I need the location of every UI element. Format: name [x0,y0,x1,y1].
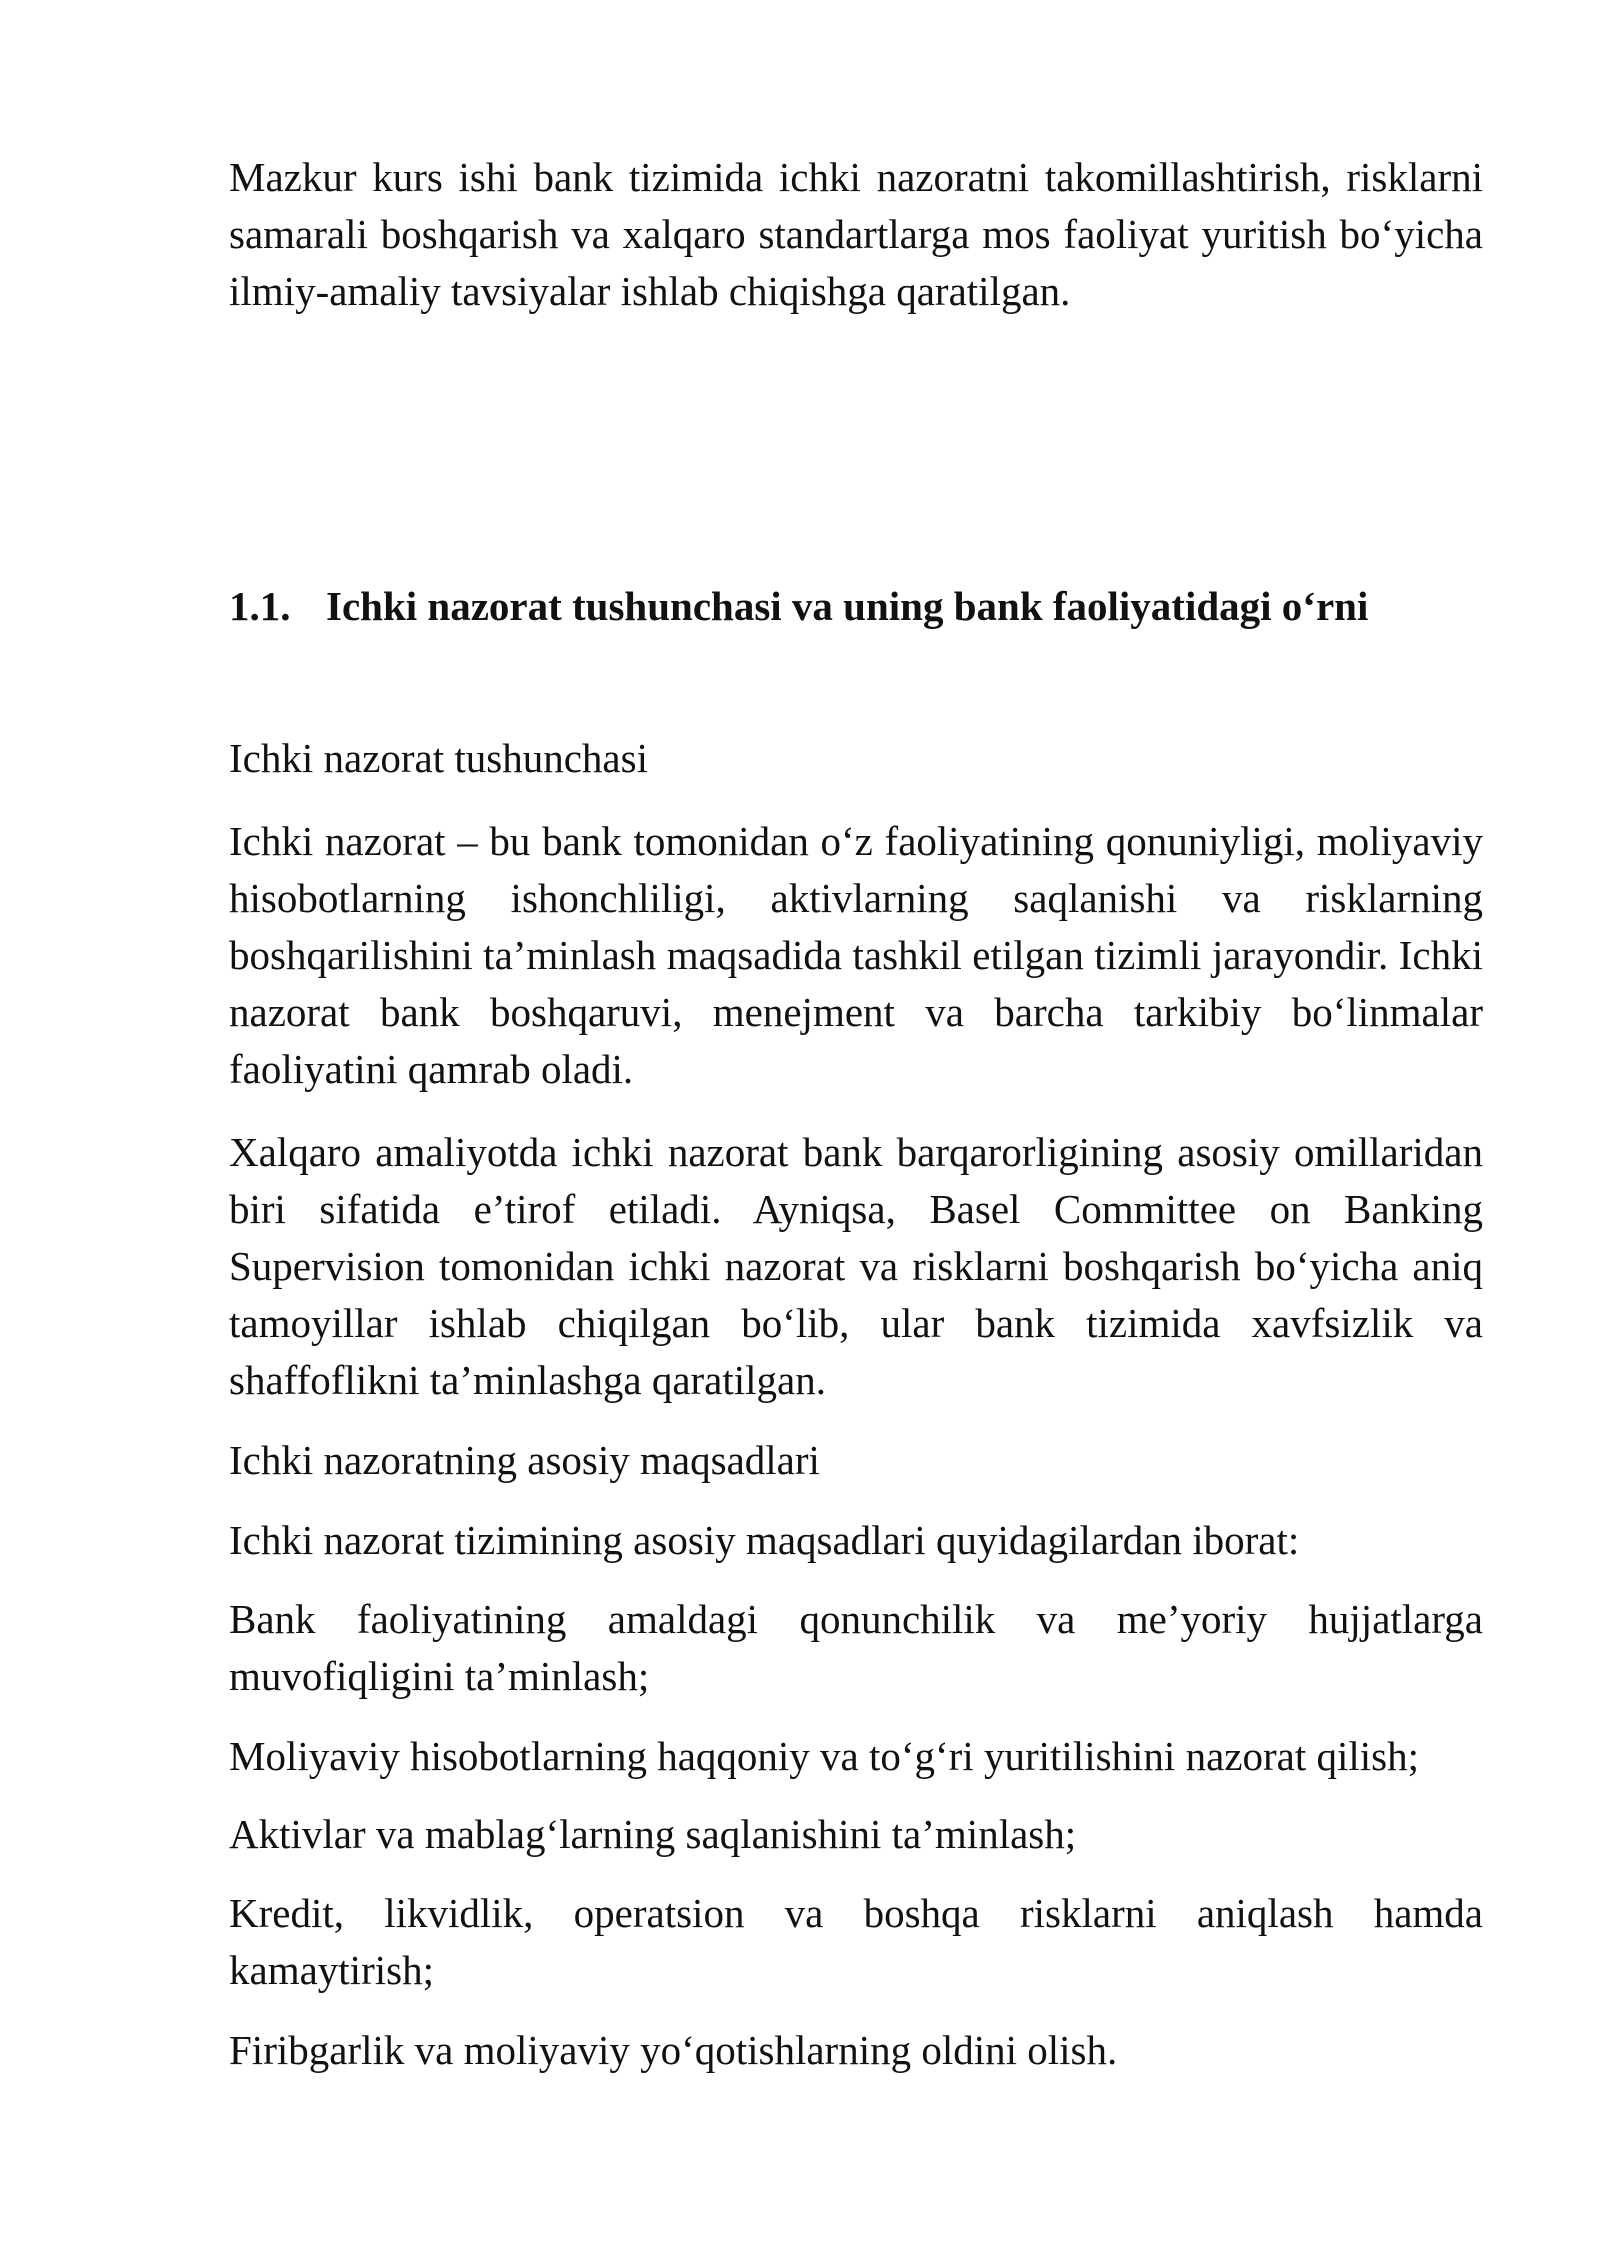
section-title: Ichki nazorat tushunchasi va uning bank faoliyatidagi o‘rni [326,583,1369,629]
goals-intro: Ichki nazorat tizimining asosiy maqsadlari quyidagilardan iborat: [229,1517,1300,1563]
goal-item: Bank faoliyatining amaldagi qonunchilik va me’yoriy hujjatlarga muvofiqligini ta’minlash; [229,1596,1483,1699]
subheading-goals: Ichki nazoratning asosiy maqsadlari [229,1437,820,1483]
section-heading [229,578,1483,635]
intro-paragraph: Mazkur kurs ishi bank tizimida ichki nazoratni takomillashtirish, risklarni samarali boshqarish va xalqaro standartlarga mos faoliyat yuritish bo‘yicha ilmiy-amaliy tavsiyalar ishlab chiqishga qaratilgan. [229,154,1483,314]
paragraph-international-practice: Xalqaro amaliyotda ichki nazorat bank barqarorligining asosiy omillaridan biri sifatida e’tirof etiladi. Ayniqsa, Basel Committee on Banking Supervision tomonidan ichki nazorat va risklarni boshqarish bo‘yicha aniq tamoyillar ishlab chiqilgan bo‘lib, ular bank tizimida xavfsizlik va shaffoflikni ta’minlashga qaratilgan. [229,1129,1483,1403]
goal-item: Aktivlar va mablag‘larning saqlanishini ta’minlash; [229,1811,1077,1857]
section-number: 1.1. [229,583,291,629]
goal-item: Kredit, likvidlik, operatsion va boshqa risklarni aniqlash hamda kamaytirish; [229,1890,1483,1993]
subheading-concept: Ichki nazorat tushunchasi [229,735,648,781]
goal-item: Moliyaviy hisobotlarning haqqoniy va to‘g‘ri yuritilishini nazorat qilish; [229,1733,1419,1779]
paragraph-definition: Ichki nazorat – bu bank tomonidan o‘z faoliyatining qonuniyligi, moliyaviy hisobotlarning ishonchliligi, aktivlarning saqlanishi va risklarning boshqarilishini ta’minlash maqsadida tashkil etilgan tizimli jarayondir. Ichki nazorat bank boshqaruvi, menejment va barcha tarkibiy bo‘linmalar faoliyatini qamrab oladi. [229,818,1483,1092]
goal-item: Firibgarlik va moliyaviy yo‘qotishlarning oldini olish. [229,2027,1118,2073]
